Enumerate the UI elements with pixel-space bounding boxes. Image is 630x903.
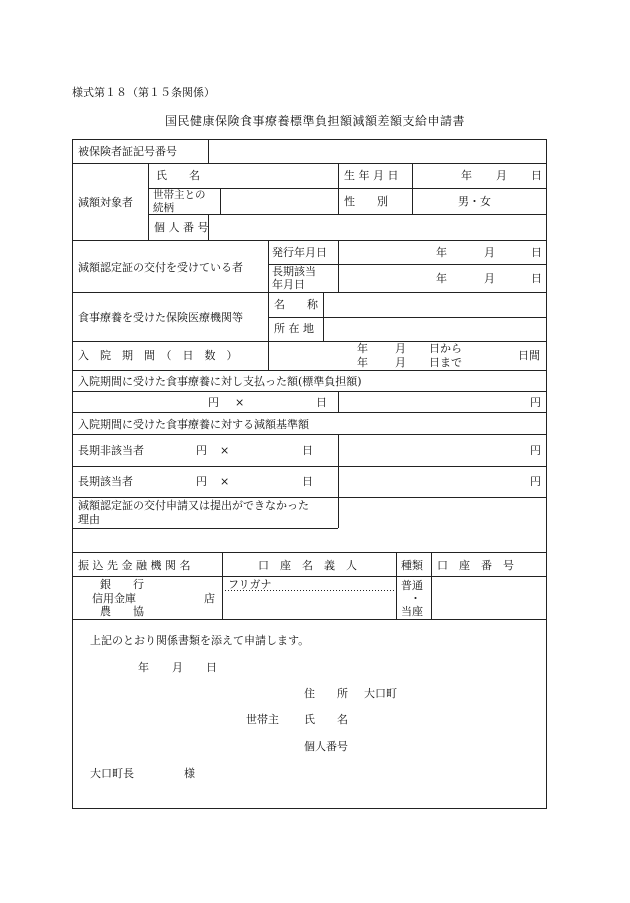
application-day-unit: 日	[206, 661, 217, 674]
account-type-header: 種類	[401, 559, 423, 572]
account-type-separator: ・	[410, 592, 421, 605]
period-to-suffix: 日まで	[429, 356, 462, 369]
issue-month-unit: 月	[484, 246, 495, 259]
long-term-year-unit: 年	[436, 272, 447, 285]
period-to-month-unit: 月	[395, 356, 406, 369]
issue-year-unit: 年	[436, 246, 447, 259]
insured-card-label: 被保険者証記号番号	[78, 145, 177, 158]
long-term-label-line2: 年月日	[272, 278, 305, 291]
period-from-suffix: 日から	[429, 342, 462, 355]
certificate-holder-label: 減額認定証の交付を受けている者	[78, 261, 243, 274]
name-label: 氏 名	[156, 169, 200, 182]
period-days-unit: 日間	[518, 349, 540, 362]
long-term-day-unit: 日	[531, 272, 542, 285]
period-from-year-unit: 年	[357, 342, 368, 355]
reason-label-line1: 減額認定証の交付申請又は提出ができなかった	[78, 499, 309, 512]
issue-date-label: 発行年月日	[272, 246, 327, 259]
birth-day-unit: 日	[531, 169, 542, 182]
bank-type-agri-coop: 農 協	[100, 605, 144, 618]
paid-amount-label: 入院期間に受けた食事療養に対し支払った額(標準負担額)	[78, 375, 362, 388]
declaration-text: 上記のとおり関係書類を添えて申請します。	[90, 634, 310, 647]
applicant-address-label: 住 所	[304, 687, 348, 700]
birth-year-unit: 年	[461, 169, 472, 182]
facility-address-label: 所 在 地	[274, 322, 314, 335]
long-term-yen: 円	[196, 475, 207, 488]
reduction-base-label: 入院期間に受けた食事療養に対する減額基準額	[78, 418, 309, 431]
householder-label: 世帯主	[246, 713, 279, 726]
branch-label: 店	[204, 592, 215, 605]
sex-label: 性 別	[344, 195, 388, 208]
paid-total-yen: 円	[530, 396, 541, 409]
account-type-current: 当座	[401, 605, 423, 618]
subject-label: 減額対象者	[78, 196, 133, 209]
non-long-term-times: ×	[220, 444, 230, 457]
individual-number-label: 個 人 番 号	[154, 221, 209, 234]
facility-name-label: 名 称	[274, 298, 318, 311]
sex-value[interactable]: 男・女	[458, 195, 491, 208]
long-term-label-line1: 長期該当	[272, 265, 316, 278]
period-from-month-unit: 月	[395, 342, 406, 355]
bank-type-credit-union: 信用金庫	[92, 592, 136, 605]
issue-day-unit: 日	[531, 246, 542, 259]
paid-times-sign: ×	[235, 396, 245, 409]
application-year-unit: 年	[138, 661, 149, 674]
bank-type-bank: 銀 行	[100, 578, 144, 591]
reason-label-line2: 理由	[78, 513, 100, 526]
form-outer-border	[73, 140, 547, 809]
non-long-term-yen: 円	[196, 444, 207, 457]
applicant-town: 大口町	[364, 687, 397, 700]
furigana-label: フリガナ	[228, 578, 272, 591]
non-long-term-day: 日	[302, 444, 313, 457]
addressee-honorific: 様	[184, 767, 195, 780]
applicant-individual-number-label: 個人番号	[304, 740, 348, 753]
paid-unit-day: 日	[316, 396, 327, 409]
birth-date-label: 生 年 月 日	[344, 169, 399, 182]
addressee: 大口町長	[90, 767, 134, 780]
long-term-total-yen: 円	[530, 475, 541, 488]
account-holder-header: 口 座 名 義 人	[258, 559, 357, 572]
bank-name-header: 振 込 先 金 融 機 関 名	[78, 559, 191, 572]
long-term-label: 長期該当者	[78, 475, 133, 488]
long-term-times: ×	[220, 475, 230, 488]
form-number: 様式第１８（第１５条関係）	[72, 86, 215, 99]
application-month-unit: 月	[172, 661, 183, 674]
form-title: 国民健康保険食事療養標準負担額減額差額支給申請書	[164, 114, 465, 128]
relation-label-line1: 世帯主との	[153, 189, 206, 201]
long-term-month-unit: 月	[484, 272, 495, 285]
non-long-term-label: 長期非該当者	[78, 444, 144, 457]
account-type-ordinary: 普通	[401, 579, 423, 592]
facility-label: 食事療養を受けた保険医療機関等	[78, 311, 243, 324]
long-term-day: 日	[302, 475, 313, 488]
hospitalization-period-label: 入 院 期 間 （ 日 数 ）	[78, 349, 238, 362]
paid-unit-yen: 円	[208, 396, 219, 409]
relation-label-line2: 続柄	[153, 202, 174, 214]
non-long-term-total-yen: 円	[530, 444, 541, 457]
birth-month-unit: 月	[496, 169, 507, 182]
period-to-year-unit: 年	[357, 356, 368, 369]
applicant-name-label: 氏 名	[304, 713, 348, 726]
account-number-header: 口 座 番 号	[437, 559, 514, 572]
